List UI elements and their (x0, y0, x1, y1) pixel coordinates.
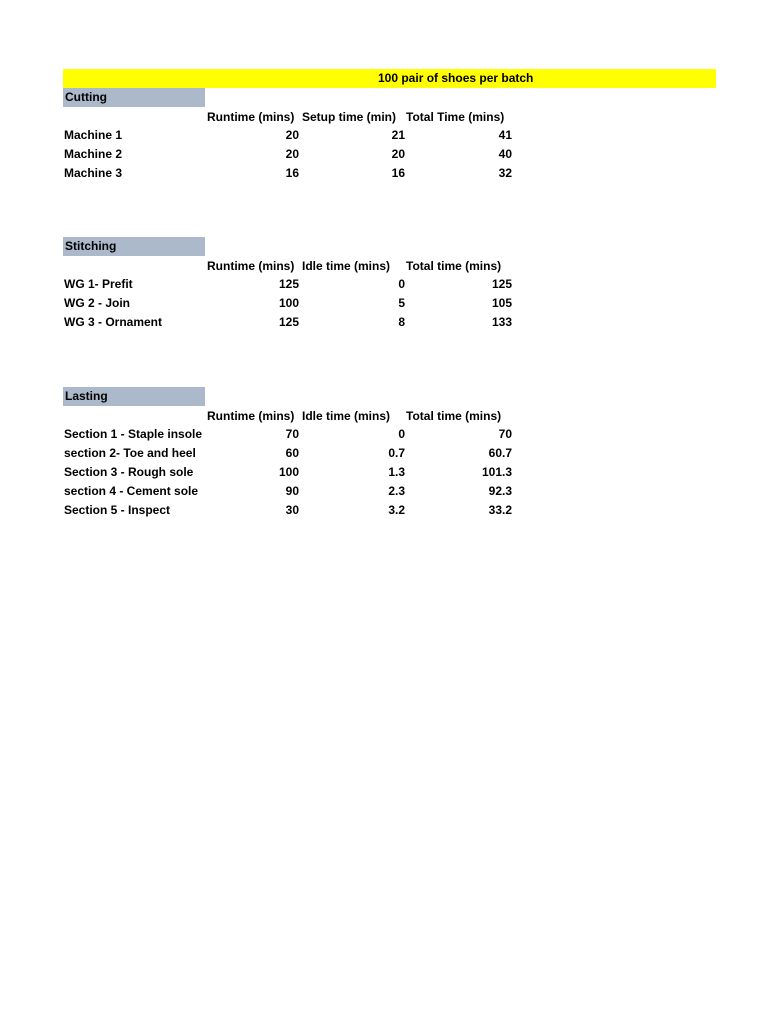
total-time-value: 125 (491, 277, 512, 291)
col-header-setup-time: Setup time (min) (302, 110, 397, 124)
total-time-value: 70 (498, 427, 512, 441)
table-row (63, 275, 523, 294)
col-header-idle-time: Idle time (mins) (302, 259, 391, 273)
runtime-value: 125 (278, 277, 299, 291)
col-header-idle-time: Idle time (mins) (302, 409, 391, 423)
runtime-value: 90 (285, 484, 299, 498)
runtime-value: 20 (285, 128, 299, 142)
col-header-total-time: Total time (mins) (406, 259, 502, 273)
table-row (63, 501, 523, 520)
row-label: WG 3 - Ornament (64, 315, 163, 329)
table-row (63, 482, 523, 501)
row-label: section 2- Toe and heel (64, 446, 196, 460)
runtime-value: 20 (285, 147, 299, 161)
section-label-lasting: Lasting (63, 387, 205, 406)
runtime-value: 100 (278, 296, 299, 310)
total-time-value: 41 (498, 128, 512, 142)
row-label: WG 2 - Join (64, 296, 130, 310)
table-row (63, 145, 523, 164)
table-body (63, 425, 523, 520)
title-banner (63, 69, 716, 88)
idle-time-value: 0.7 (388, 446, 405, 460)
runtime-value: 30 (285, 503, 299, 517)
idle-time-value: 0 (398, 277, 405, 291)
runtime-value: 100 (278, 465, 299, 479)
row-label: Machine 2 (64, 147, 123, 161)
table-body (63, 275, 523, 332)
idle-time-value: 5 (398, 296, 405, 310)
col-header-runtime: Runtime (mins) (207, 110, 295, 124)
col-header-runtime: Runtime (mins) (207, 409, 295, 423)
table-body (63, 126, 523, 183)
table-row (63, 313, 523, 332)
setup-time-value: 21 (391, 128, 405, 142)
section-label-cutting: Cutting (63, 88, 205, 107)
section-label-stitching: Stitching (63, 237, 205, 256)
total-time-value: 101.3 (481, 465, 512, 479)
row-label: Section 1 - Staple insole (64, 427, 203, 441)
row-label: WG 1- Prefit (64, 277, 133, 291)
total-time-value: 40 (498, 147, 512, 161)
total-time-value: 60.7 (488, 446, 512, 460)
row-label: Section 3 - Rough sole (64, 465, 194, 479)
col-header-total-time: Total time (mins) (406, 409, 502, 423)
column-headers (63, 108, 523, 126)
sheet-title: 100 pair of shoes per batch (378, 71, 534, 85)
row-label: Section 5 - Inspect (64, 503, 171, 517)
table-row (63, 164, 523, 183)
total-time-value: 32 (498, 166, 512, 180)
total-time-value: 33.2 (488, 503, 512, 517)
row-label: Machine 1 (64, 128, 123, 142)
runtime-value: 125 (278, 315, 299, 329)
col-header-runtime: Runtime (mins) (207, 259, 295, 273)
col-header-total-time: Total Time (mins) (406, 110, 505, 124)
idle-time-value: 3.2 (388, 503, 405, 517)
row-label: Machine 3 (64, 166, 123, 180)
column-headers (63, 257, 523, 275)
setup-time-value: 16 (391, 166, 405, 180)
table-row (63, 294, 523, 313)
table-row (63, 126, 523, 145)
idle-time-value: 1.3 (388, 465, 405, 479)
idle-time-value: 8 (398, 315, 405, 329)
setup-time-value: 20 (391, 147, 405, 161)
total-time-value: 133 (491, 315, 512, 329)
table-row (63, 463, 523, 482)
column-headers (63, 407, 523, 425)
row-label: section 4 - Cement sole (64, 484, 199, 498)
total-time-value: 105 (491, 296, 512, 310)
total-time-value: 92.3 (488, 484, 512, 498)
idle-time-value: 2.3 (388, 484, 405, 498)
table-row (63, 444, 523, 463)
runtime-value: 16 (285, 166, 299, 180)
runtime-value: 60 (285, 446, 299, 460)
idle-time-value: 0 (398, 427, 405, 441)
table-row (63, 425, 523, 444)
runtime-value: 70 (285, 427, 299, 441)
